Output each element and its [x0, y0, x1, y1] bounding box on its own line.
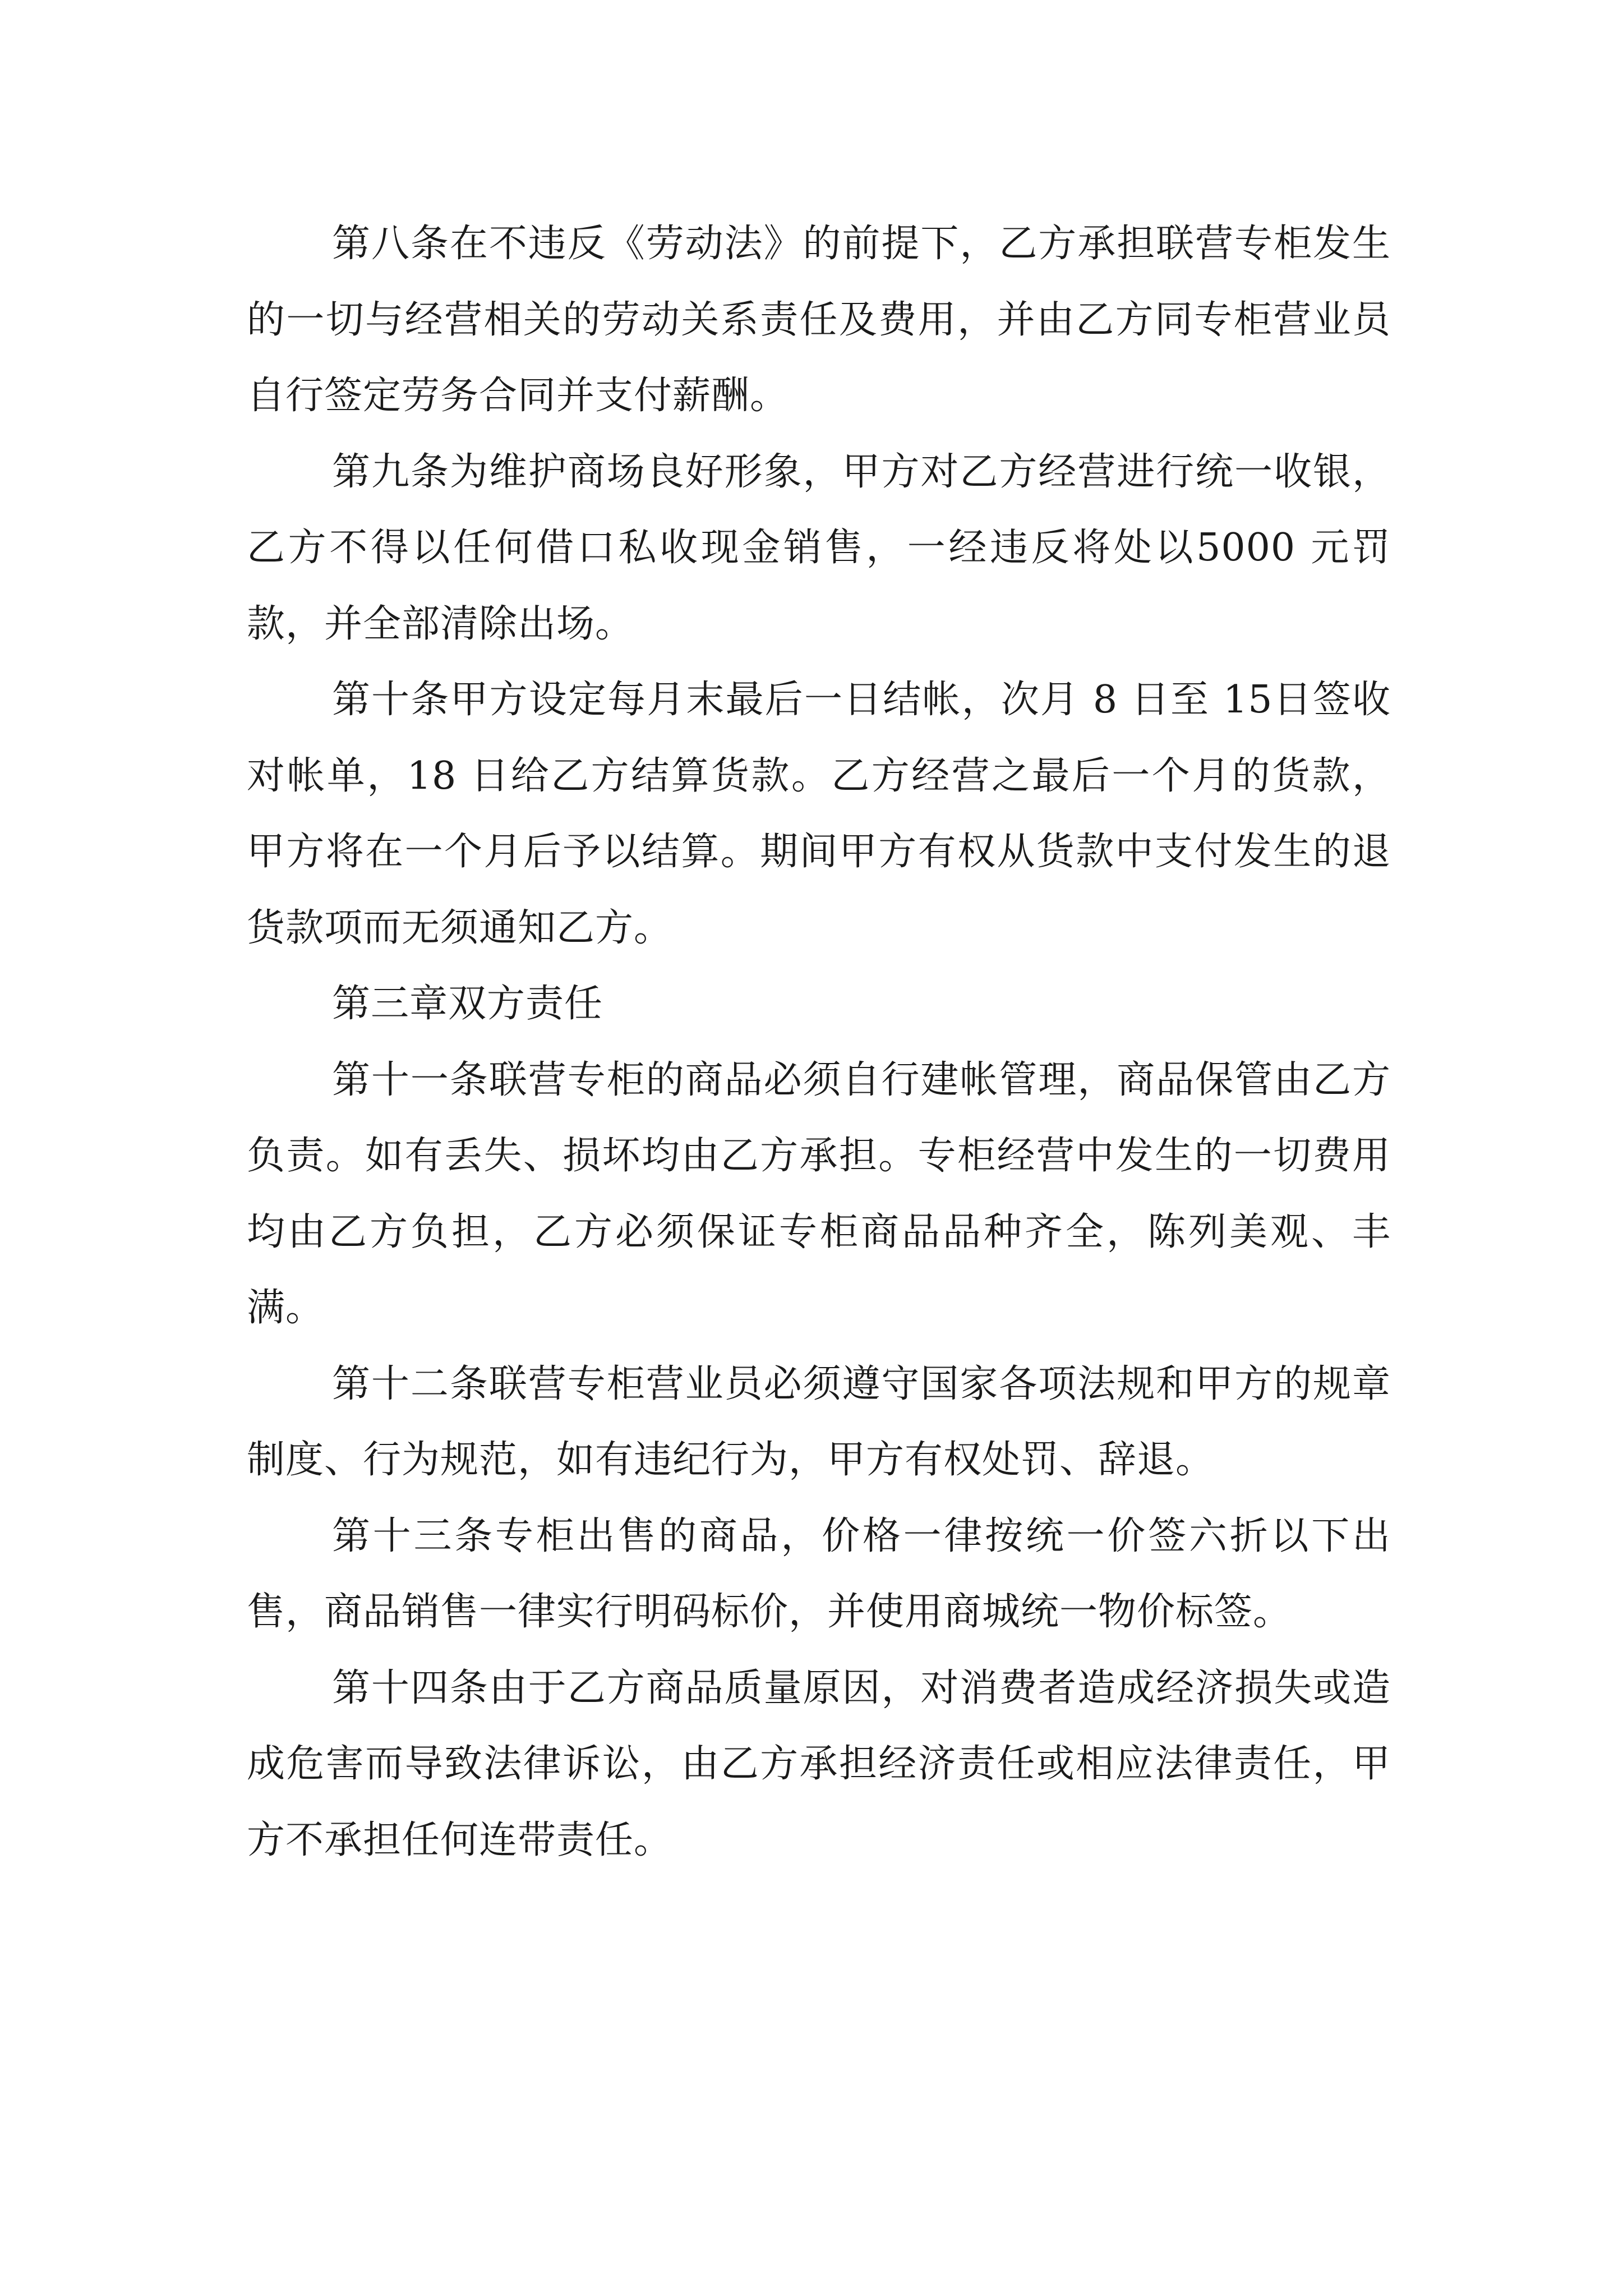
article-13: 第十三条专柜出售的商品，价格一律按统一价签六折以下出售，商品销售一律实行明码标价，并使用商城统一物价标签。	[247, 1513, 1391, 1634]
article-8: 第八条在不违反《劳动法》的前提下，乙方承担联营专柜发生的一切与经营相关的劳动关系责任及费用，并由乙方同专柜营业员自行签定劳务合同并支付薪酬。	[247, 222, 1391, 418]
article-12: 第十二条联营专柜营业员必须遵守国家各项法规和甲方的规章制度、行为规范，如有违纪行为，甲方有权处罚、辞退。	[247, 1361, 1391, 1482]
chapter-3-heading: 第三章双方责任	[332, 982, 603, 1026]
article-14: 第十四条由于乙方商品质量原因，对消费者造成经济损失或造成危害而导致法律诉讼，由乙方承担经济责任或相应法律责任，甲方不承担任何连带责任。	[247, 1665, 1391, 1862]
document-body	[247, 206, 1391, 1878]
article-10: 第十条甲方设定每月末最后一日结帐，次月 8 日至 15日签收对帐单，18 日给乙方结算货款。乙方经营之最后一个月的货款，甲方将在一个月后予以结算。期间甲方有权从货款中支付发生的退货款项而无须通知乙方。	[247, 678, 1391, 950]
article-11: 第十一条联营专柜的商品必须自行建帐管理，商品保管由乙方负责。如有丢失、损坏均由乙方承担。专柜经营中发生的一切费用均由乙方负担，乙方必须保证专柜商品品种齐全，陈列美观、丰满。	[247, 1057, 1391, 1330]
article-9: 第九条为维护商场良好形象，甲方对乙方经营进行统一收银，乙方不得以任何借口私收现金销售，一经违反将处以5000 元罚款，并全部清除出场。	[247, 449, 1391, 646]
